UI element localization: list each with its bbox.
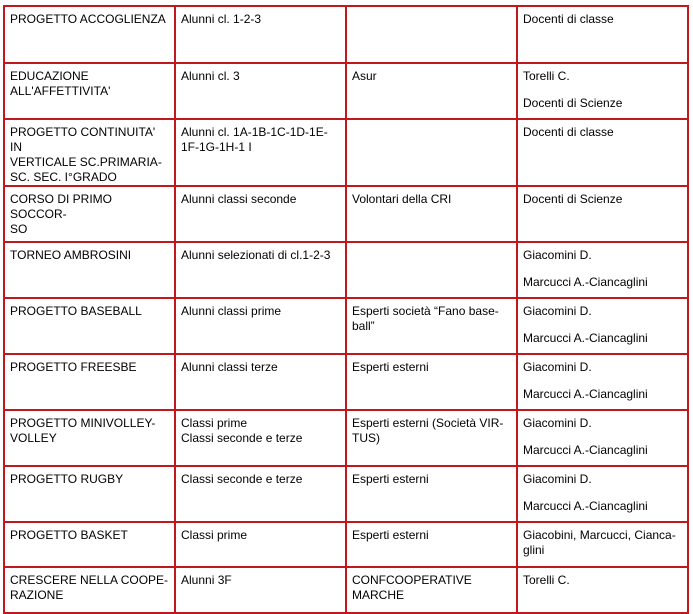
- project-line: SC. SEC. I°GRADO: [10, 170, 117, 184]
- cell-partners: [346, 354, 517, 410]
- cell-partners: [346, 567, 517, 613]
- project-line: CORSO DI PRIMO SOCCOR-: [10, 192, 113, 221]
- table-row: [4, 119, 688, 186]
- table-row: [4, 522, 688, 567]
- project-line: RAZIONE: [10, 588, 64, 602]
- partners-line: TUS): [352, 431, 380, 445]
- partners-line: Esperti società “Fano base-: [352, 304, 499, 318]
- students-line: 1F-1G-1H-1 I: [181, 140, 252, 154]
- cell-project: [4, 466, 175, 522]
- cell-students: [175, 63, 346, 119]
- cell-students: [175, 466, 346, 522]
- students-line: Classi prime: [181, 528, 248, 542]
- cell-partners: [346, 6, 517, 63]
- referents-line: Giacobini, Marcucci, Cianca-: [523, 528, 676, 542]
- cell-referents: [517, 466, 688, 522]
- cell-partners: [346, 242, 517, 298]
- cell-partners: [346, 63, 517, 119]
- project-line: TORNEO AMBROSINI: [10, 248, 132, 262]
- partners-line: MARCHE: [352, 588, 405, 602]
- partners-line: Esperti esterni: [352, 472, 429, 486]
- project-line: PROGETTO MINIVOLLEY-: [10, 416, 156, 430]
- students-line: Classi seconde e terze: [181, 431, 303, 445]
- cell-students: [175, 567, 346, 613]
- project-line: VERTICALE SC.PRIMARIA-: [10, 155, 162, 169]
- students-line: Alunni selezionati di cl.1-2-3: [181, 248, 331, 262]
- project-line: PROGETTO FREESBE: [10, 360, 137, 374]
- cell-students: [175, 410, 346, 466]
- cell-referents: [517, 186, 688, 242]
- project-line: CRESCERE NELLA COOPE-: [10, 573, 169, 587]
- cell-project: [4, 298, 175, 354]
- project-line: PROGETTO BASEBALL: [10, 304, 142, 318]
- cell-students: [175, 119, 346, 186]
- cell-project: [4, 6, 175, 63]
- partners-line: Asur: [352, 69, 377, 83]
- students-line: Alunni classi seconde: [181, 192, 297, 206]
- referents-line: Giacomini D.: [523, 472, 592, 486]
- cell-partners: [346, 466, 517, 522]
- table-row: [4, 354, 688, 410]
- students-line: Alunni cl. 1A-1B-1C-1D-1E-: [181, 125, 328, 139]
- projects-table: [3, 5, 689, 614]
- partners-line: ball”: [352, 319, 375, 333]
- students-line: Alunni classi terze: [181, 360, 278, 374]
- referents-line: Marcucci A.-Ciancaglini: [523, 275, 648, 289]
- cell-referents: [517, 354, 688, 410]
- table-row: [4, 410, 688, 466]
- cell-partners: [346, 522, 517, 567]
- cell-students: [175, 354, 346, 410]
- table-row: [4, 63, 688, 119]
- referents-line: Giacomini D.: [523, 360, 592, 374]
- referents-line: Marcucci A.-Ciancaglini: [523, 443, 648, 457]
- referents-line: Giacomini D.: [523, 304, 592, 318]
- table-row: [4, 242, 688, 298]
- cell-partners: [346, 298, 517, 354]
- cell-referents: [517, 567, 688, 613]
- cell-partners: [346, 119, 517, 186]
- table-row: [4, 186, 688, 242]
- referents-line: Docenti di Scienze: [523, 192, 623, 206]
- referents-line: Torelli C.: [523, 573, 570, 587]
- referents-line: Docenti di classe: [523, 12, 614, 26]
- cell-project: [4, 186, 175, 242]
- referents-line: Giacomini D.: [523, 248, 592, 262]
- students-line: Alunni cl. 1-2-3: [181, 12, 262, 26]
- referents-line: Marcucci A.-Ciancaglini: [523, 331, 648, 345]
- referents-line: Giacomini D.: [523, 416, 592, 430]
- project-line: PROGETTO RUGBY: [10, 472, 124, 486]
- cell-project: [4, 242, 175, 298]
- table-row: [4, 466, 688, 522]
- students-line: Alunni classi prime: [181, 304, 282, 318]
- cell-project: [4, 522, 175, 567]
- cell-students: [175, 186, 346, 242]
- cell-students: [175, 6, 346, 63]
- partners-line: Volontari della CRI: [352, 192, 452, 206]
- project-line: ALL'AFFETTIVITA': [10, 84, 111, 98]
- students-line: Classi seconde e terze: [181, 472, 303, 486]
- project-line: VOLLEY: [10, 431, 57, 445]
- cell-referents: [517, 298, 688, 354]
- cell-project: [4, 567, 175, 613]
- cell-students: [175, 242, 346, 298]
- students-line: Alunni 3F: [181, 573, 232, 587]
- table-row: [4, 6, 688, 63]
- table-row: [4, 298, 688, 354]
- project-line: PROGETTO ACCOGLIENZA: [10, 12, 166, 26]
- cell-referents: [517, 6, 688, 63]
- cell-project: [4, 410, 175, 466]
- referents-line: glini: [523, 543, 545, 557]
- cell-students: [175, 522, 346, 567]
- cell-students: [175, 298, 346, 354]
- referents-line: Docenti di classe: [523, 125, 614, 139]
- cell-project: [4, 63, 175, 119]
- cell-referents: [517, 522, 688, 567]
- referents-line: Marcucci A.-Ciancaglini: [523, 387, 648, 401]
- referents-line: Marcucci A.-Ciancaglini: [523, 499, 648, 513]
- partners-line: Esperti esterni: [352, 360, 429, 374]
- students-line: Classi prime: [181, 416, 248, 430]
- table-row: [4, 567, 688, 613]
- cell-project: [4, 119, 175, 186]
- cell-project: [4, 354, 175, 410]
- project-line: EDUCAZIONE: [10, 69, 89, 83]
- cell-referents: [517, 119, 688, 186]
- cell-referents: [517, 410, 688, 466]
- cell-partners: [346, 410, 517, 466]
- partners-line: Esperti esterni: [352, 528, 429, 542]
- students-line: Alunni cl. 3: [181, 69, 240, 83]
- project-line: PROGETTO BASKET: [10, 528, 128, 542]
- referents-line: Docenti di Scienze: [523, 96, 623, 110]
- cell-referents: [517, 242, 688, 298]
- cell-referents: [517, 63, 688, 119]
- cell-partners: [346, 186, 517, 242]
- referents-line: Torelli C.: [523, 69, 570, 83]
- partners-line: CONFCOOPERATIVE: [352, 573, 472, 587]
- project-line: PROGETTO CONTINUITA' IN: [10, 125, 156, 154]
- projects-table-body: [4, 6, 688, 613]
- project-line: SO: [10, 222, 28, 236]
- partners-line: Esperti esterni (Società VIR-: [352, 416, 504, 430]
